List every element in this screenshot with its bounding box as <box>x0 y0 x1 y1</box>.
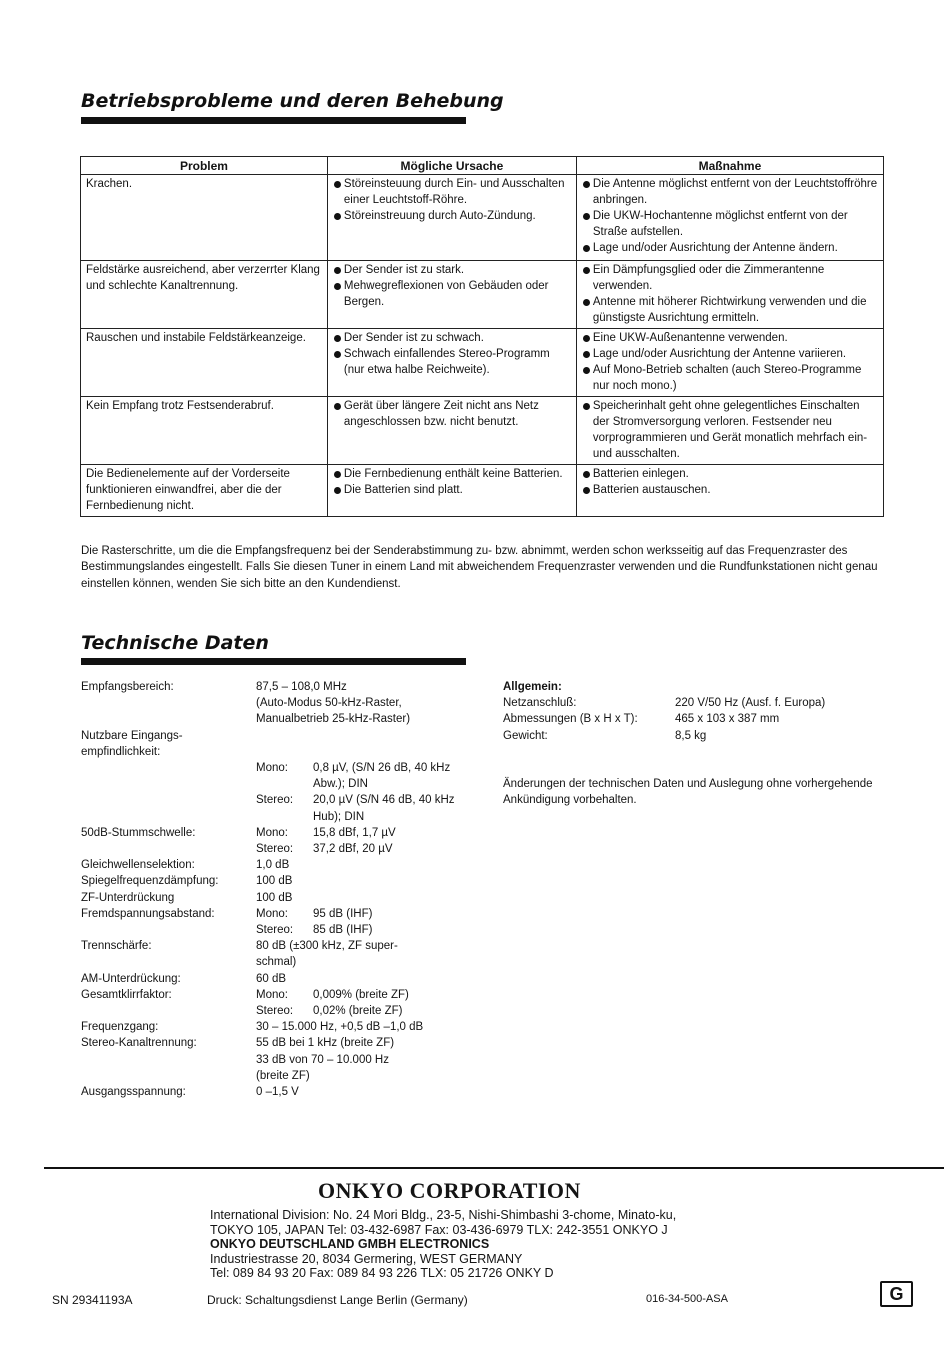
spec-row <box>81 890 471 906</box>
change-remark: Änderungen der technischen Daten und Auslegung ohne vorhergehende Ankündigung vorbehalten. <box>503 777 873 807</box>
spec-subrow <box>256 792 471 824</box>
header-cause: Mögliche Ursache <box>327 157 576 175</box>
spec-row <box>81 728 471 760</box>
spec-sub-value: 0,02% (breite ZF) <box>313 1005 403 1018</box>
cause-cell <box>327 465 576 517</box>
spec-sub-key: Stereo: <box>256 794 294 807</box>
spec-label: Empfangsbereich: <box>81 681 174 693</box>
spec-subrow <box>256 906 471 922</box>
spec-label: Gesamtklirrfaktor: <box>81 988 172 1001</box>
spec-subrow <box>256 760 471 792</box>
causes-list <box>333 466 572 498</box>
table-row <box>81 175 884 261</box>
spec-line: (breite ZF) <box>256 1069 310 1082</box>
spec-label: Gleichwellenselektion: <box>81 859 195 872</box>
remedies-list <box>582 176 879 256</box>
remedy-cell <box>576 397 883 465</box>
spec-sub-key: Mono: <box>256 762 288 774</box>
problem-cell: Kein Empfang trotz Festsenderabruf. <box>81 397 328 465</box>
problem-cell: Feldstärke ausreichend, aber verzerrter Klang und schlechte Kanaltrennung. <box>81 261 328 329</box>
table-row <box>81 261 884 329</box>
frequency-raster-note: Die Rasterschritte, um die die Empfangsfrequenz bei der Senderabstimmung zu- bzw. abnimmt, werden schon werksseitig auf das Frequenzraster des Bestimmungslandes eingestellt. Falls Sie diesen Tuner in einem Land mit abweichendem Frequenzraster verwenden und die Rundfunkstationen nicht genau einstellen können, wenden Sie sich bitte an den Kundendienst. <box>81 545 878 590</box>
brand-logo: ONKYO CORPORATION <box>318 1178 581 1203</box>
spec-value <box>256 857 471 873</box>
spec-sub-key: Stereo: <box>256 924 294 937</box>
remedy-cell <box>576 175 883 261</box>
section-title-specs: Technische Daten <box>81 632 269 654</box>
address-line: International Division: No. 24 Mori Bldg., 23-5, Nishi-Shimbashi 3-chome, Minato-ku, <box>210 1208 677 1222</box>
bullet-item: Batterien austauschen. <box>582 482 879 498</box>
remedies-list <box>582 330 879 394</box>
causes-list <box>333 330 572 378</box>
spec-row <box>81 1019 471 1035</box>
spec-label: Frequenzgang: <box>81 1021 159 1034</box>
address-line: Industriestrasse 20, 8034 Germering, WEST GERMANY <box>210 1251 523 1266</box>
spec-row <box>81 760 471 825</box>
troubleshooting-table <box>80 156 884 517</box>
spec-value <box>256 1035 471 1084</box>
spec-line: 87,5 – 108,0 MHz <box>256 681 347 693</box>
spec-line: 80 dB (±300 kHz, ZF super- <box>256 940 398 953</box>
bullet-item: Der Sender ist zu stark. <box>333 262 572 278</box>
remedy-cell <box>576 329 883 397</box>
general-value: 220 V/50 Hz (Ausf. f. Europa) <box>675 697 826 710</box>
footer-rule <box>44 1167 944 1169</box>
problem-cell: Die Bedienelemente auf der Vorderseite funktionieren einwandfrei, aber die der Fernbedienung nicht. <box>81 465 328 517</box>
spec-label: Spiegelfrequenzdämpfung: <box>81 875 219 888</box>
spec-row <box>81 1035 471 1084</box>
spec-sub-value: 0,009% (breite ZF) <box>313 988 409 1001</box>
address-line: ONKYO DEUTSCHLAND GMBH ELECTRONICS <box>210 1237 490 1251</box>
spec-value <box>256 971 471 987</box>
general-specs <box>503 679 893 808</box>
spec-line: 100 dB <box>256 875 293 888</box>
spec-sub-value: 20,0 µV (S/N 46 dB, 40 kHz Hub); DIN <box>313 794 455 823</box>
cause-cell <box>327 397 576 465</box>
spec-row <box>81 938 471 970</box>
bullet-item: Störeinsteuung durch Ein- und Ausschalten einer Leuchtstoff-Röhre. <box>333 176 572 208</box>
cause-cell <box>327 329 576 397</box>
serial-number: SN 29341193A <box>52 1293 133 1307</box>
bullet-item: Batterien einlegen. <box>582 466 879 482</box>
problem-cell: Rauschen und instabile Feldstärkeanzeige. <box>81 329 328 397</box>
spec-row <box>81 873 471 889</box>
spec-value <box>256 873 471 889</box>
title-underline <box>81 658 466 665</box>
spec-value <box>256 760 471 825</box>
spec-label: AM-Unterdrückung: <box>81 972 181 985</box>
general-value: 465 x 103 x 387 mm <box>675 713 780 726</box>
general-title: Allgemein: <box>503 681 562 693</box>
spec-row <box>81 825 471 857</box>
spec-value <box>256 906 471 938</box>
header-remedy: Maßnahme <box>576 157 883 175</box>
bullet-item: Die Batterien sind platt. <box>333 482 572 498</box>
spec-line: 0 –1,5 V <box>256 1086 299 1099</box>
spec-row <box>81 971 471 987</box>
problem-cell: Krachen. <box>81 175 328 261</box>
spec-sub-key: Mono: <box>256 988 288 1001</box>
company-address <box>210 1208 676 1281</box>
spec-sub-value: 0,8 µV, (S/N 26 dB, 40 kHz Abw.); DIN <box>313 762 451 791</box>
spec-row <box>81 679 471 728</box>
spec-label: 50dB-Stummschwelle: <box>81 826 196 839</box>
general-key: Abmessungen (B x H x T): <box>503 713 638 726</box>
spec-sub-key: Mono: <box>256 826 288 839</box>
spec-line: 55 dB bei 1 kHz (breite ZF) <box>256 1037 395 1050</box>
spec-row <box>81 1084 471 1100</box>
general-item <box>503 728 893 744</box>
remedies-list <box>582 262 879 326</box>
spec-sub-value: 85 dB (IHF) <box>313 924 373 937</box>
spec-label: Fremdspannungsabstand: <box>81 907 215 920</box>
title-underline <box>81 117 466 124</box>
bullet-item: Antenne mit höherer Richtwirkung verwenden und die günstigste Ausrichtung ermitteln. <box>582 294 879 326</box>
spec-sub-value: 37,2 dBf, 20 µV <box>313 843 393 856</box>
table-row <box>81 329 884 397</box>
table-row <box>81 465 884 517</box>
remedies-list <box>582 466 879 498</box>
bullet-item: Auf Mono-Betrieb schalten (auch Stereo-Programme nur noch mono.) <box>582 362 879 394</box>
bullet-item: Speicherinhalt geht ohne gelegentliches Einschalten der Stromversorgung verloren. Festsender neu vorprogrammieren und Gerät monatlich mehrfach ein- und ausschalten. <box>582 398 879 462</box>
bullet-item: Die Antenne möglichst entfernt von der Leuchtstoffröhre anbringen. <box>582 176 879 208</box>
spec-line: 33 dB von 70 – 10.000 Hz <box>256 1053 389 1066</box>
remedy-cell <box>576 261 883 329</box>
spec-line: (Auto-Modus 50-kHz-Raster, <box>256 697 402 710</box>
table-row <box>81 397 884 465</box>
spec-value <box>256 987 471 1019</box>
bullet-item: Eine UKW-Außenantenne verwenden. <box>582 330 879 346</box>
spec-label: Trennschärfe: <box>81 940 152 953</box>
spec-line: 1,0 dB <box>256 859 290 872</box>
cause-cell <box>327 175 576 261</box>
general-key: Netzanschluß: <box>503 697 577 710</box>
spec-row <box>81 857 471 873</box>
spec-subrow <box>256 922 471 938</box>
spec-label: ZF-Unterdrückung <box>81 891 175 904</box>
causes-list <box>333 398 572 430</box>
general-key: Gewicht: <box>503 729 548 742</box>
remedy-cell <box>576 465 883 517</box>
cause-cell <box>327 261 576 329</box>
general-item <box>503 711 893 727</box>
spec-list <box>81 679 471 1100</box>
bullet-item: Die UKW-Hochantenne möglichst entfernt von der Straße aufstellen. <box>582 208 879 240</box>
causes-list <box>333 262 572 310</box>
bullet-item: Störeinstreuung durch Auto-Zündung. <box>333 208 572 224</box>
spec-sub-key: Stereo: <box>256 843 294 856</box>
spec-label: Stereo-Kanaltrennung: <box>81 1037 197 1050</box>
bullet-item: Mehwegreflexionen von Gebäuden oder Bergen. <box>333 278 572 310</box>
spec-row <box>81 987 471 1019</box>
print-credit: Druck: Schaltungsdienst Lange Berlin (Germany) <box>207 1293 468 1307</box>
spec-sub-key: Stereo: <box>256 1005 294 1018</box>
language-g-logo: G <box>880 1281 913 1307</box>
section-title-troubleshooting: Betriebsprobleme und deren Behebung <box>81 90 504 112</box>
spec-value <box>256 1084 471 1100</box>
spec-value <box>256 1019 471 1035</box>
spec-value <box>256 890 471 906</box>
bullet-item: Ein Dämpfungsglied oder die Zimmerantenne verwenden. <box>582 262 879 294</box>
bullet-item: Die Fernbedienung enthält keine Batterien. <box>333 466 572 482</box>
document-code: 016-34-500-ASA <box>646 1293 728 1305</box>
bullet-item: Lage und/oder Ausrichtung der Antenne ändern. <box>582 240 879 256</box>
general-item <box>503 695 893 711</box>
bullet-item: Gerät über längere Zeit nicht ans Netz angeschlossen bzw. nicht benutzt. <box>333 398 572 430</box>
spec-label: Ausgangsspannung: <box>81 1086 186 1099</box>
spec-label: Nutzbare Eingangs- empfindlichkeit: <box>81 729 183 758</box>
general-value: 8,5 kg <box>675 729 707 742</box>
spec-line: 60 dB <box>256 972 287 985</box>
spec-line: Manualbetrieb 25-kHz-Raster) <box>256 713 411 726</box>
spec-value <box>256 679 471 728</box>
spec-subrow <box>256 841 471 857</box>
bullet-item: Der Sender ist zu schwach. <box>333 330 572 346</box>
spec-line: 100 dB <box>256 891 293 904</box>
address-line: Tel: 089 84 93 20 Fax: 089 84 93 226 TLX: 05 21726 ONKY D <box>210 1266 554 1280</box>
spec-subrow <box>256 825 471 841</box>
address-line: TOKYO 105, JAPAN Tel: 03-432-6987 Fax: 03-436-6979 TLX: 242-3551 ONKYO J <box>210 1222 668 1237</box>
spec-subrow <box>256 1003 471 1019</box>
spec-value <box>256 938 471 970</box>
bullet-item: Lage und/oder Ausrichtung der Antenne variieren. <box>582 346 879 362</box>
spec-value <box>256 825 471 857</box>
causes-list <box>333 176 572 224</box>
header-problem: Problem <box>81 157 328 175</box>
bullet-item: Schwach einfallendes Stereo-Programm (nur etwa halbe Reichweite). <box>333 346 572 378</box>
remedies-list <box>582 398 879 462</box>
spec-sub-value: 15,8 dBf, 1,7 µV <box>313 826 396 839</box>
spec-line: schmal) <box>256 956 297 969</box>
spec-sub-key: Mono: <box>256 907 288 920</box>
spec-row <box>81 906 471 938</box>
spec-sub-value: 95 dB (IHF) <box>313 907 373 920</box>
spec-line: 30 – 15.000 Hz, +0,5 dB –1,0 dB <box>256 1021 424 1034</box>
spec-subrow <box>256 987 471 1003</box>
